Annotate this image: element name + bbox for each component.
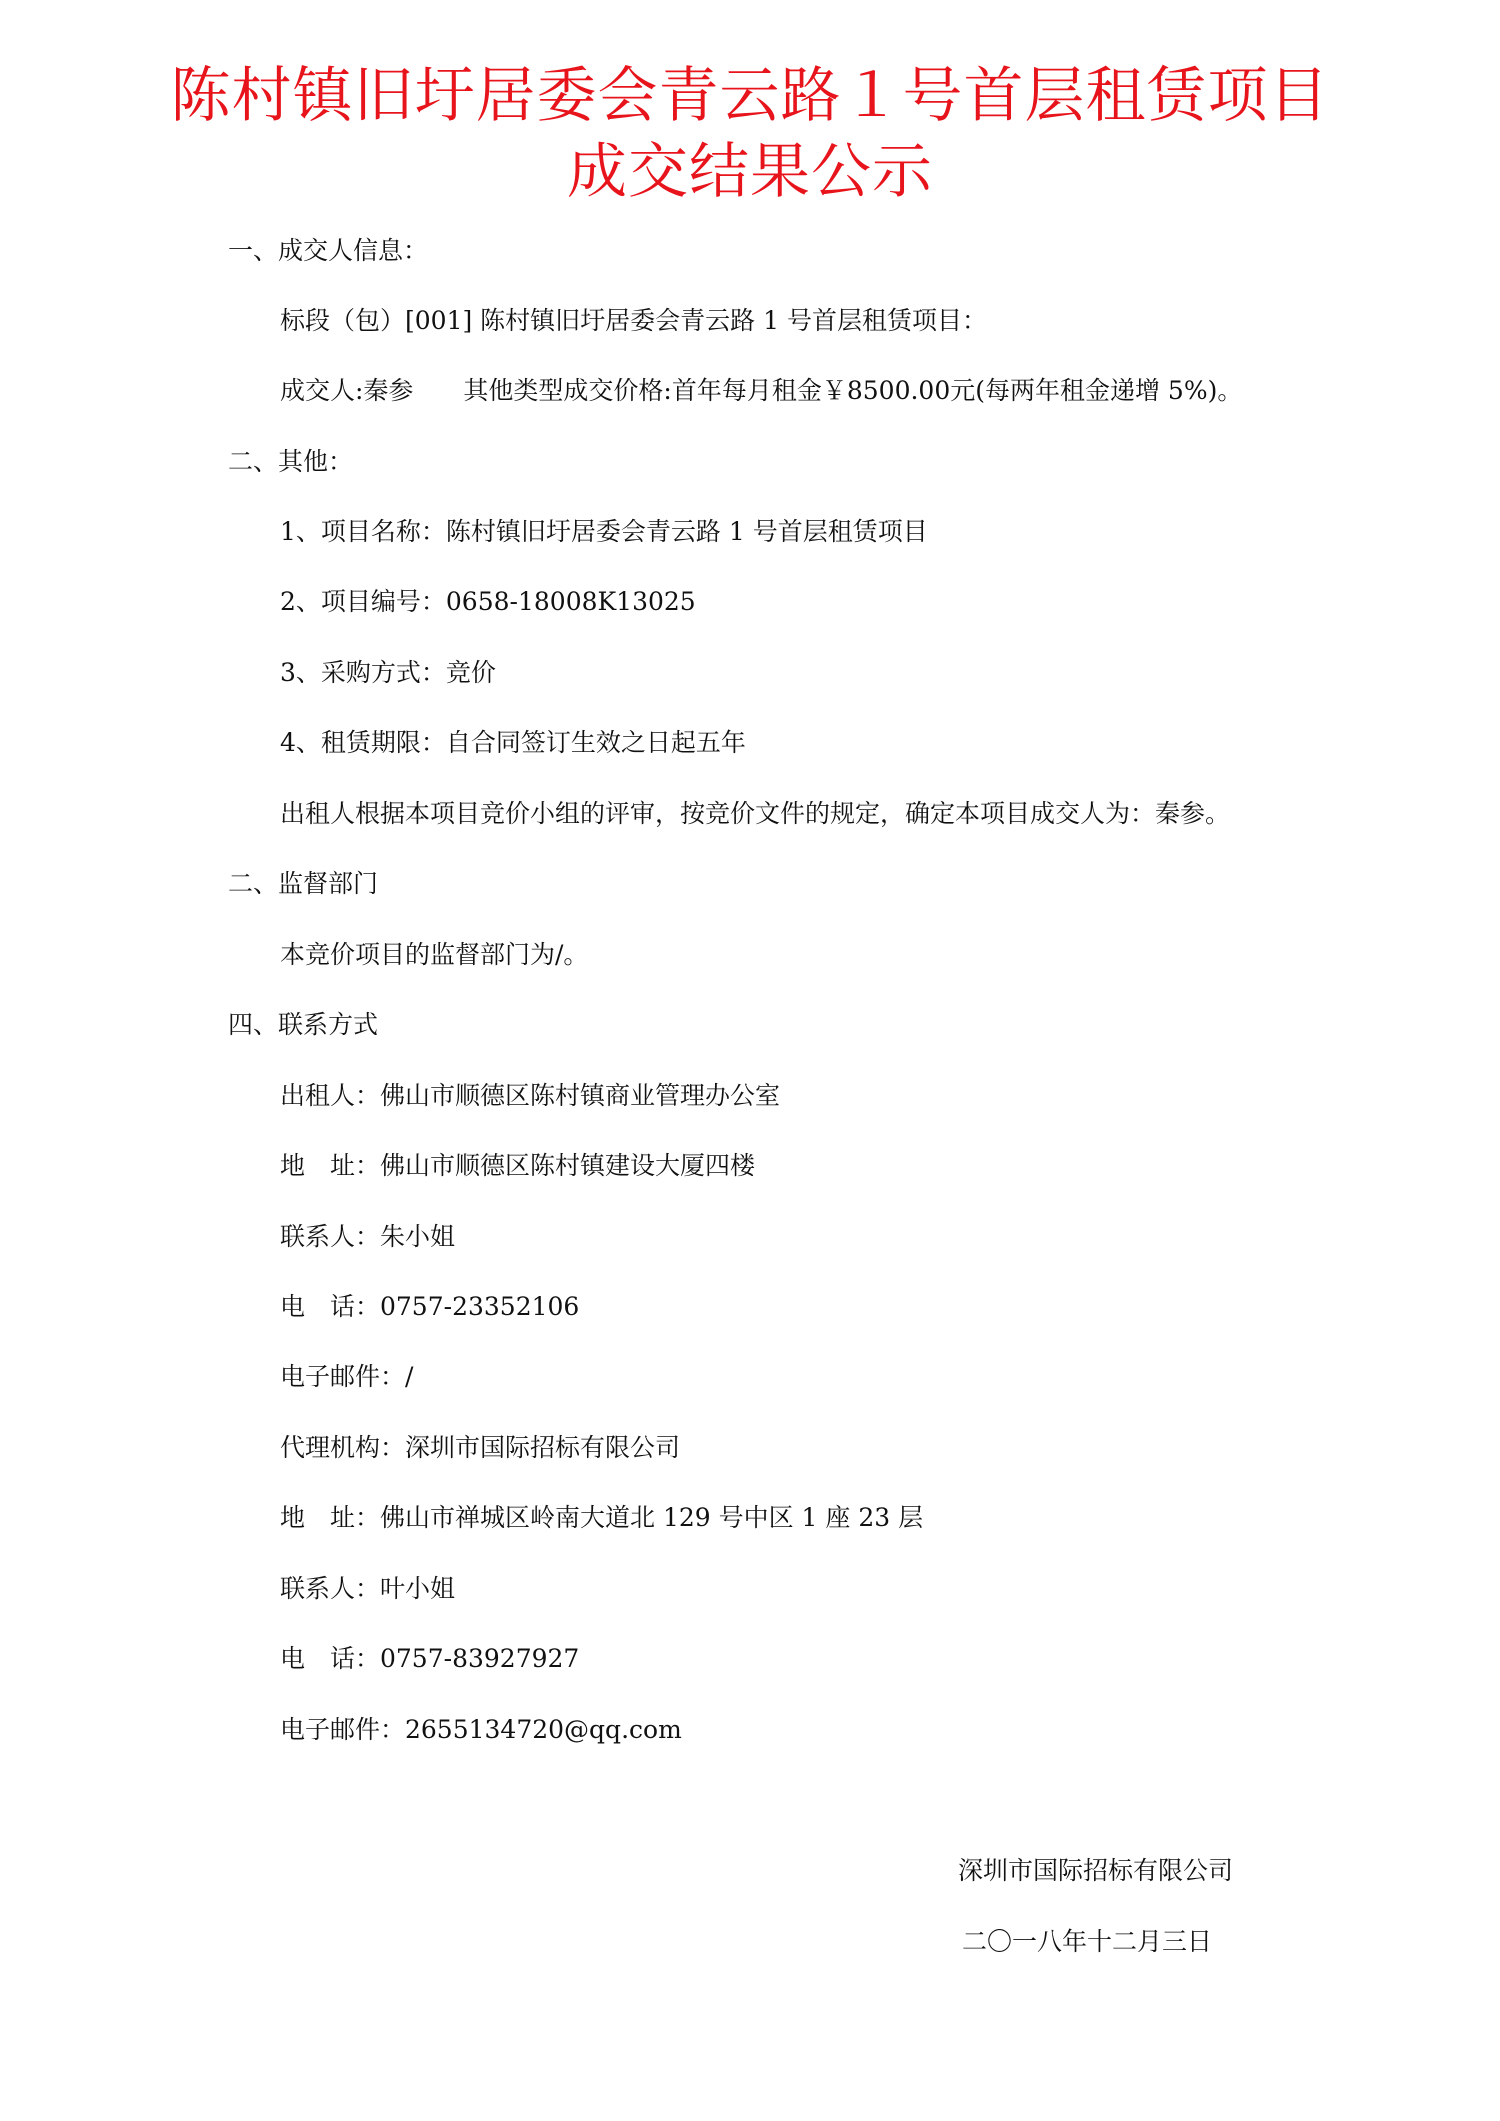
document-title-line2: 成交结果公示	[567, 137, 933, 207]
lessor-phone-line: 电 话：0757-23352106	[280, 1292, 580, 1321]
agency-address-line: 地 址：佛山市禅城区岭南大道北 129 号中区 1 座 23 层	[280, 1503, 924, 1532]
supervision-text: 本竞价项目的监督部门为/。	[280, 940, 589, 969]
signature-organization: 深圳市国际招标有限公司	[958, 1856, 1234, 1885]
procurement-method-line: 3、采购方式：竞价	[280, 658, 496, 687]
winner-price-line: 成交人:秦参 其他类型成交价格:首年每月租金￥8500.00元(每两年租金递增 5%)。	[280, 376, 1243, 405]
lessor-email-line: 电子邮件：/	[280, 1362, 414, 1391]
lessor-contact-line: 联系人：朱小姐	[280, 1222, 456, 1251]
lessor-address-line: 地 址：佛山市顺德区陈村镇建设大厦四楼	[280, 1151, 756, 1180]
project-name-line: 1、项目名称：陈村镇旧圩居委会青云路 1 号首层租赁项目	[280, 517, 928, 546]
lot-line: 标段（包）[001] 陈村镇旧圩居委会青云路 1 号首层租赁项目：	[280, 306, 987, 335]
agency-contact-line: 联系人：叶小姐	[280, 1574, 456, 1603]
lessor-line: 出租人：佛山市顺德区陈村镇商业管理办公室	[280, 1081, 781, 1110]
section-heading-supervision: 二、监督部门	[228, 869, 379, 898]
section-heading-contact: 四、联系方式	[228, 1010, 379, 1039]
agency-line: 代理机构：深圳市国际招标有限公司	[280, 1433, 681, 1462]
section-heading-other: 二、其他：	[228, 447, 354, 476]
lease-term-line: 4、租赁期限：自合同签订生效之日起五年	[280, 728, 746, 757]
signature-date: 二〇一八年十二月三日	[962, 1927, 1213, 1956]
decision-statement: 出租人根据本项目竞价小组的评审，按竞价文件的规定，确定本项目成交人为：秦参。	[280, 799, 1231, 828]
section-heading-winner: 一、成交人信息：	[228, 236, 429, 265]
document-title-line1: 陈村镇旧圩居委会青云路１号首层租赁项目	[170, 61, 1330, 131]
agency-phone-line: 电 话：0757-83927927	[280, 1644, 580, 1673]
agency-email-line: 电子邮件：2655134720@qq.com	[280, 1715, 682, 1744]
project-number-line: 2、项目编号：0658-18008K13025	[280, 587, 696, 616]
